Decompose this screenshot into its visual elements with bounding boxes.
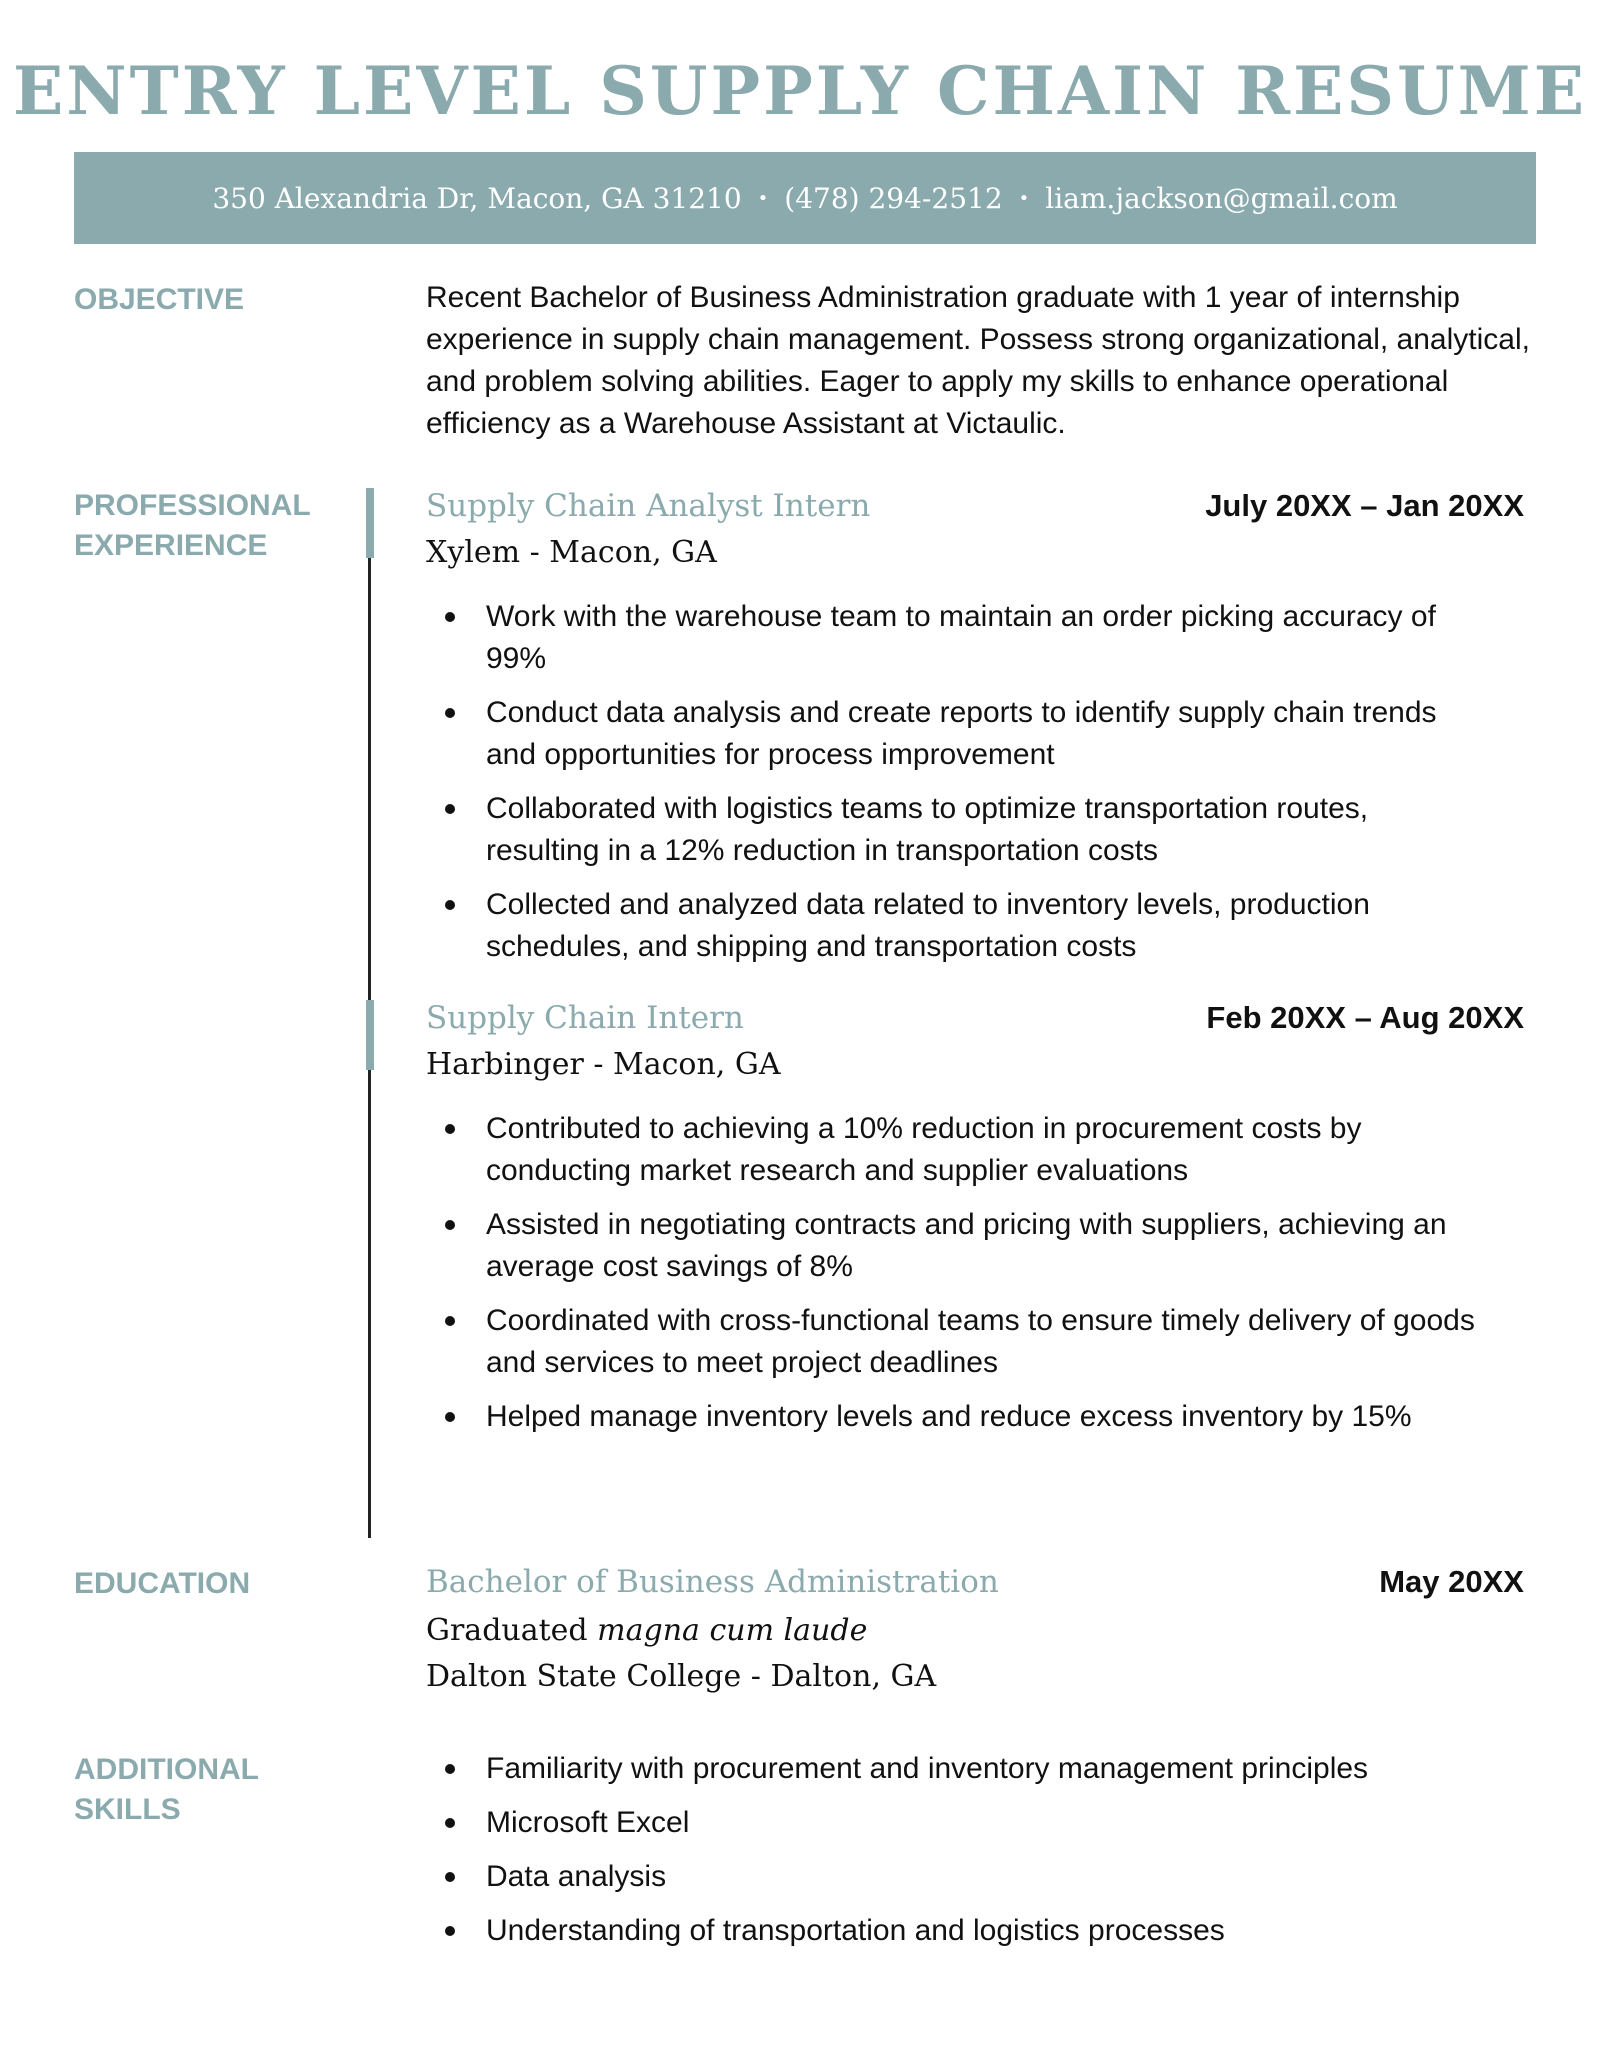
job-company: Harbinger - Macon, GA xyxy=(426,1047,781,1082)
list-item: Understanding of transportation and logistics processes xyxy=(426,1910,1486,1952)
job-title: Supply Chain Intern xyxy=(426,1000,744,1036)
job-dates: Feb 20XX – Aug 20XX xyxy=(1206,1000,1524,1035)
job-bullets xyxy=(426,596,1526,968)
job-entry xyxy=(426,488,1526,980)
job-entry xyxy=(426,1000,1526,1450)
contact-separator: • xyxy=(757,187,769,209)
objective-text: Recent Bachelor of Business Administration graduate with 1 year of internship experience in supply chain management. Possess strong organizational, analytical, and problem solving abilities. Eager to apply my skills to enhance operational efficiency as a Warehouse Assistant at Victaulic. xyxy=(426,281,1530,440)
contact-bar xyxy=(74,152,1536,244)
contact-separator: • xyxy=(1018,187,1030,209)
list-item: Contributed to achieving a 10% reduction in procurement costs by conducting market research and supplier evaluations xyxy=(426,1108,1486,1192)
degree-title: Bachelor of Business Administration xyxy=(426,1564,999,1600)
list-item: Helped manage inventory levels and reduce excess inventory by 15% xyxy=(426,1396,1486,1438)
list-item: Familiarity with procurement and inventory management principles xyxy=(426,1748,1486,1790)
job-company: Xylem - Macon, GA xyxy=(426,535,717,570)
job-bullets xyxy=(426,1108,1526,1438)
contact-address: 350 Alexandria Dr, Macon, GA 31210 xyxy=(212,181,742,215)
graduation-date: May 20XX xyxy=(1379,1564,1524,1599)
skills-label-line1: ADDITIONAL xyxy=(74,1753,259,1786)
education-header xyxy=(426,1564,1526,1608)
contact-phone[interactable]: (478) 294-2512 xyxy=(784,181,1003,215)
experience-label xyxy=(74,486,374,566)
objective-label: OBJECTIVE xyxy=(74,283,245,316)
list-item: Data analysis xyxy=(426,1856,1486,1898)
job-title: Supply Chain Analyst Intern xyxy=(426,488,871,524)
list-item: Collected and analyzed data related to inventory levels, production schedules, and shipping and transportation costs xyxy=(426,884,1486,968)
list-item: Collaborated with logistics teams to optimize transportation routes, resulting in a 12% reduction in transportation costs xyxy=(426,788,1486,872)
skills-list xyxy=(426,1748,1526,1952)
experience-label-line2: EXPERIENCE xyxy=(74,529,268,562)
honors-line xyxy=(426,1610,1526,1652)
education-label: EDUCATION xyxy=(74,1567,251,1600)
list-item: Coordinated with cross-functional teams to ensure timely delivery of goods and services to meet project deadlines xyxy=(426,1300,1486,1384)
job-header xyxy=(426,1000,1526,1044)
job-header xyxy=(426,488,1526,532)
skills-entry xyxy=(426,1748,1526,1964)
list-item: Microsoft Excel xyxy=(426,1802,1486,1844)
list-item: Assisted in negotiating contracts and pricing with suppliers, achieving an average cost savings of 8% xyxy=(426,1204,1486,1288)
honors-prefix: Graduated xyxy=(426,1613,588,1648)
list-item: Work with the warehouse team to maintain an order picking accuracy of 99% xyxy=(426,596,1486,680)
experience-label-line1: PROFESSIONAL xyxy=(74,489,311,522)
timeline-marker xyxy=(366,1000,374,1070)
resume-title: ENTRY LEVEL SUPPLY CHAIN RESUME xyxy=(12,52,1588,130)
skills-label-line2: SKILLS xyxy=(74,1793,181,1826)
school-name: Dalton State College - Dalton, GA xyxy=(426,1659,937,1694)
list-item: Conduct data analysis and create reports to identify supply chain trends and opportunities for process improvement xyxy=(426,692,1486,776)
education-entry xyxy=(426,1564,1526,1698)
skills-label xyxy=(74,1750,374,1830)
honors-text: magna cum laude xyxy=(597,1613,868,1648)
contact-email[interactable]: liam.jackson@gmail.com xyxy=(1045,181,1398,215)
timeline-marker xyxy=(366,488,374,558)
job-dates: July 20XX – Jan 20XX xyxy=(1205,488,1524,523)
